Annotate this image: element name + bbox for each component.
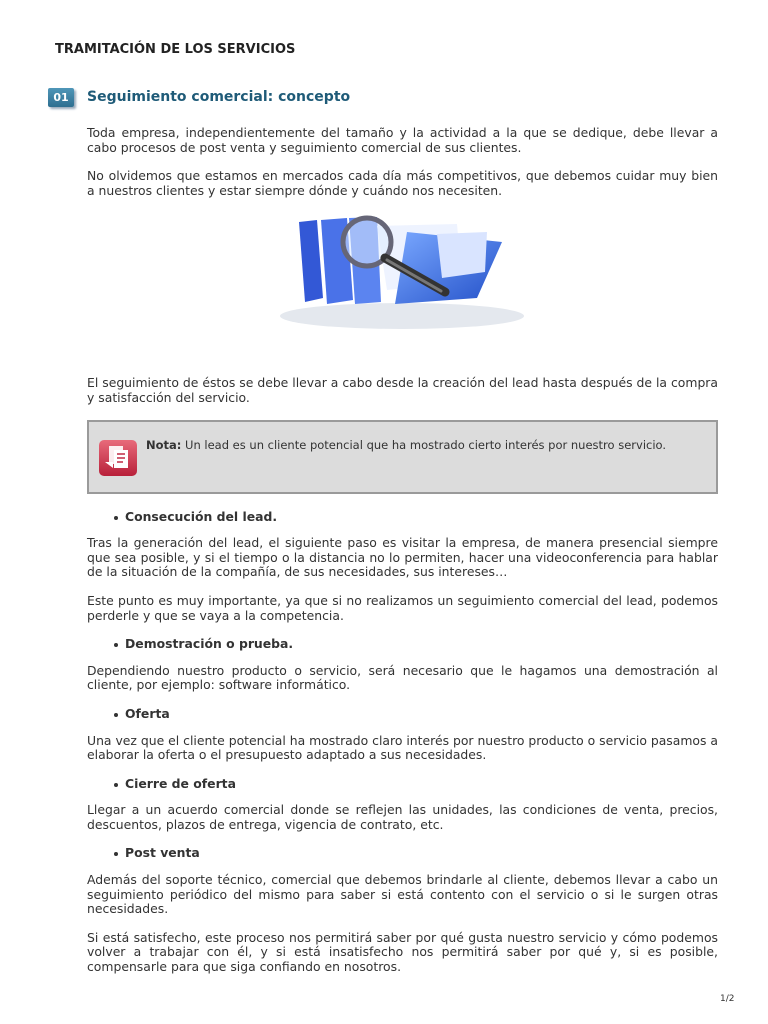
list-item-title: Consecución del lead. — [125, 510, 718, 525]
section-title: Seguimiento comercial: concepto — [87, 89, 351, 105]
note-document-icon — [99, 440, 137, 476]
list-item-title: Post venta — [125, 846, 718, 861]
paragraph: El seguimiento de éstos se debe llevar a cabo desde la creación del lead hasta después de la compra y satisfacción del servicio. — [87, 375, 718, 405]
document-title: TRAMITACIÓN DE LOS SERVICIOS — [55, 42, 296, 57]
note-label: Nota: — [146, 437, 182, 452]
paragraph: Si está satisfecho, este proceso nos permitirá saber por qué gusta nuestro servicio y cómo podemos volver a trabajar con él, y si está insatisfecho nos permitirá saber por qué y, si es posible, compensarle para que siga confiando en nosotros. — [87, 929, 718, 975]
paragraph: Dependiendo nuestro producto o servicio, será necesario que le hagamos una demostración al cliente, por ejemplo: software informático. — [87, 662, 718, 693]
list-item-title: Cierre de oferta — [125, 777, 718, 792]
page-number: 1/2 — [720, 994, 735, 1004]
paragraph: Llegar a un acuerdo comercial donde se reflejen las unidades, las condiciones de venta, precios, descuentos, plazos de entrega, vigencia de contrato, etc. — [87, 802, 718, 832]
paragraph: Este punto es muy importante, ya que si no realizamos un seguimiento comercial del lead, podemos perderle y que se vaya a la competencia. — [87, 592, 718, 623]
paragraph: Tras la generación del lead, el siguiente paso es visitar la empresa, de manera presencial siempre que sea posible, y si el tiempo o la distancia no lo permiten, hacer una videoconferencia para hablar de la situación de la compañía, de sus necesidades, sus intereses… — [87, 535, 718, 580]
intro-paragraph: Toda empresa, independientemente del tamaño y la actividad a la que se dedique, debe llevar a cabo procesos de post venta y seguimiento comercial de sus clientes. — [87, 125, 718, 155]
folders-magnifier-image — [87, 212, 718, 362]
note-box — [87, 420, 718, 494]
note-body: Un lead es un cliente potencial que ha mostrado cierto interés por nuestro servicio. — [181, 437, 667, 452]
document-body — [87, 126, 718, 989]
paragraph: Además del soporte técnico, comercial que debemos brindarle al cliente, debemos llevar a cabo un seguimiento periódico del mismo para saber si está contento con el servicio o si le surgen otras necesidades. — [87, 872, 718, 917]
paragraph: Una vez que el cliente potencial ha mostrado claro interés por nuestro producto o servicio pasamos a elaborar la oferta o el presupuesto adaptado a sus necesidades. — [87, 732, 718, 763]
intro-paragraph: No olvidemos que estamos en mercados cada día más competitivos, que debemos cuidar muy bien a nuestros clientes y estar siempre dónde y cuándo nos necesiten. — [87, 168, 718, 198]
note-text — [146, 438, 666, 452]
list-item-title: Demostración o prueba. — [125, 637, 718, 652]
section-number-badge: 01 — [48, 88, 74, 107]
list-item-title: Oferta — [125, 707, 718, 722]
